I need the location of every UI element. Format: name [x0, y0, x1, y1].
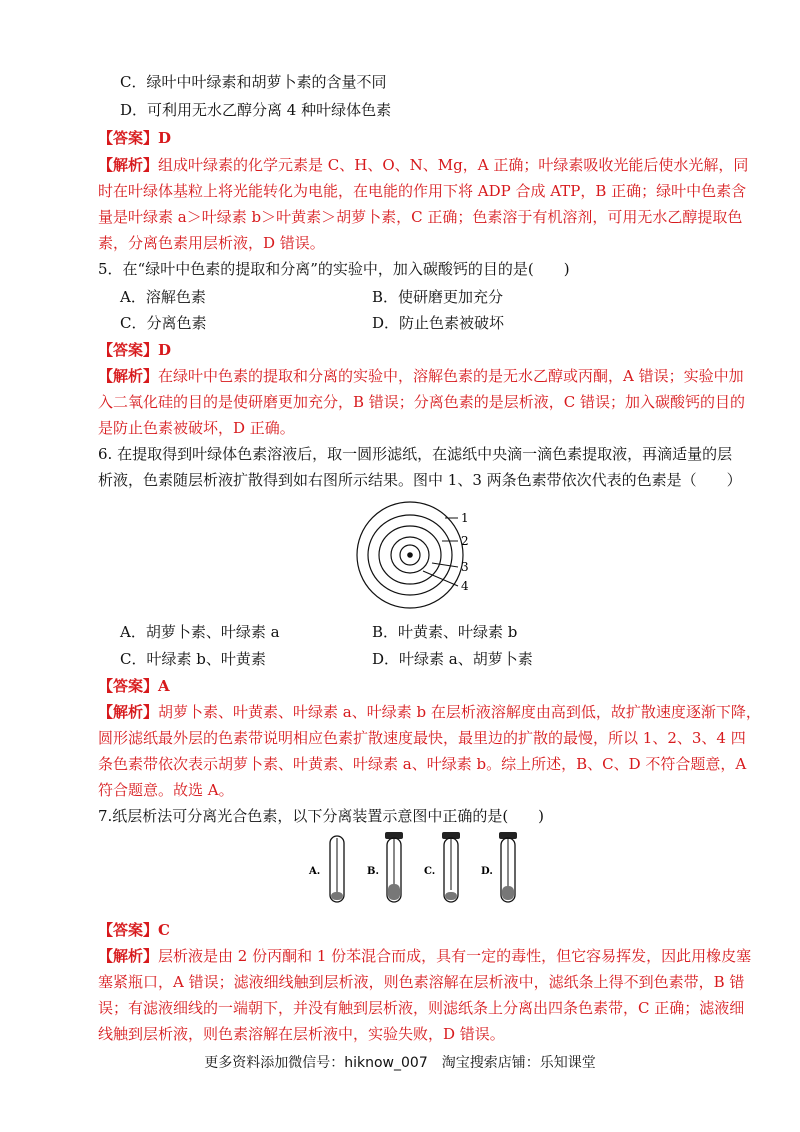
- q7-answer: [98, 920, 170, 940]
- q5-analysis-line: 是防止色素被破坏，D 正确。: [98, 419, 295, 437]
- q5-stem: 5．在“绿叶中色素的提取和分离”的实验中，加入碳酸钙的目的是( ): [98, 260, 570, 278]
- band-label-3: 3: [461, 560, 469, 574]
- q6-option-d: D．叶绿素 a、胡萝卜素: [372, 650, 533, 668]
- q5-option-c: C．分离色素: [120, 314, 207, 332]
- tube-d-liquid: [502, 886, 514, 900]
- page-footer: 更多资料添加微信号：hiknow_007 淘宝搜索店铺：乐知课堂: [204, 1055, 596, 1071]
- q7-analysis-line: 线触到层析液，则色素溶解在层析液中，实验失败，D 错误。: [98, 1025, 505, 1043]
- q6-analysis-line: 条色素带依次表示胡萝卜素、叶黄素、叶绿素 a、叶绿素 b。综上所述，B、C、D 不符合题意，A: [98, 755, 747, 773]
- q4-analysis-line: 素，分离色素用层析液，D 错误。: [98, 234, 325, 252]
- tube-c-liquid: [445, 892, 457, 900]
- q5-option-b: B．使研磨更加充分: [372, 288, 504, 306]
- q4-analysis-line: 量是叶绿素 a＞叶绿素 b＞叶黄素＞胡萝卜素，C 正确；色素溶于有机溶剂，可用无水乙醇提取色: [98, 208, 743, 226]
- q6-analysis-line: [98, 702, 761, 722]
- answer-tag: 【答案】: [98, 341, 159, 359]
- tube-label-d: D.: [481, 866, 493, 877]
- analysis-text: 组成叶绿素的化学元素是 C、H、O、N、Mg，A 正确；叶绿素吸收光能后使水光解，同: [158, 156, 749, 174]
- q5-option-d: D．防止色素被破坏: [372, 314, 505, 332]
- tube-a-liquid: [331, 892, 343, 900]
- tube-c: [424, 832, 460, 902]
- q5-answer: [98, 340, 171, 360]
- q7-analysis-line: 塞紧瓶口，A 错误；滤液细线触到层析液，则色素溶解在层析液中，滤纸条上得不到色素带，B 错: [98, 973, 745, 991]
- q6-stem-line: 析液，色素随层析液扩散得到如右图所示结果。图中 1、3 两条色素带依次代表的色素是（ ）: [98, 471, 742, 489]
- answer-tag: 【答案】: [98, 129, 159, 147]
- q6-answer: [98, 676, 170, 696]
- analysis-tag: 【解析】: [98, 156, 159, 174]
- q4-analysis-line: 时在叶绿体基粒上将光能转化为电能，在电能的作用下将 ADP 合成 ATP，B 正确；绿叶中色素含: [98, 182, 747, 200]
- q5-option-a: A．溶解色素: [120, 288, 206, 306]
- q6-analysis-line: 圆形滤纸最外层的色素带说明相应色素扩散速度最快，最里边的扩散的最慢，所以 1、2、3、4 四: [98, 729, 746, 747]
- answer-value: D: [158, 129, 172, 147]
- analysis-text: 在绿叶中色素的提取和分离的实验中，溶解色素的是无水乙醇或丙酮，A 错误；实验中加: [158, 367, 744, 385]
- tube-d: [481, 832, 517, 902]
- q5-analysis-line: [98, 366, 744, 386]
- q4-analysis-line: [98, 155, 748, 175]
- analysis-tag: 【解析】: [98, 367, 159, 385]
- q4-option-c: C．绿叶中叶绿素和胡萝卜素的含量不同: [120, 73, 387, 91]
- tube-diagram: [305, 830, 525, 910]
- q6-stem-line: 6. 在提取得到叶绿体色素溶液后，取一圆形滤纸，在滤纸中央滴一滴色素提取液，再滴适量的层: [98, 445, 733, 463]
- band-label-4: 4: [461, 579, 469, 593]
- q6-option-a: A．胡萝卜素、叶绿素 a: [120, 623, 280, 641]
- q4-option-d: D．可利用无水乙醇分离 4 种叶绿体色素: [120, 101, 392, 119]
- q7-analysis-line: 误；有滤液细线的一端朝下，并没有触到层析液，则滤纸条上分离出四条色素带，C 正确；滤液细: [98, 999, 745, 1017]
- answer-tag: 【答案】: [98, 921, 159, 939]
- q6-option-c: C．叶绿素 b、叶黄素: [120, 650, 266, 668]
- answer-value: D: [158, 341, 172, 359]
- q6-option-b: B．叶黄素、叶绿素 b: [372, 623, 518, 641]
- tube-a: [308, 836, 344, 902]
- band-label-2: 2: [461, 534, 469, 548]
- center-dot: [407, 552, 413, 558]
- answer-value: A: [158, 677, 170, 695]
- tube-label-c: C.: [424, 866, 436, 877]
- band-label-1: 1: [461, 511, 469, 525]
- analysis-text: 层析液是由 2 份丙酮和 1 份苯混合而成，具有一定的毒性，但它容易挥发，因此用橡皮塞: [158, 947, 752, 965]
- analysis-tag: 【解析】: [98, 703, 159, 721]
- tube-label-b: B.: [367, 866, 379, 877]
- tube-b-liquid: [388, 884, 400, 900]
- tube-b: [367, 832, 403, 902]
- answer-tag: 【答案】: [98, 677, 159, 695]
- analysis-tag: 【解析】: [98, 947, 159, 965]
- analysis-text: 胡萝卜素、叶黄素、叶绿素 a、叶绿素 b 在层析液溶解度由高到低，故扩散速度逐渐下降，: [158, 703, 761, 721]
- q7-analysis-line: [98, 946, 751, 966]
- pointer-3: [432, 563, 458, 567]
- filter-paper-diagram: [355, 495, 495, 615]
- tube-label-a: A.: [309, 866, 321, 877]
- q5-analysis-line: 入二氧化硅的目的是使研磨更加充分，B 错误；分离色素的是层析液，C 错误；加入碳酸钙的目的: [98, 393, 746, 411]
- answer-value: C: [158, 921, 170, 939]
- q4-answer: [98, 128, 171, 148]
- q6-analysis-line: 符合题意。故选 A。: [98, 781, 234, 799]
- q7-stem: 7.纸层析法可分离光合色素，以下分离装置示意图中正确的是( ): [98, 807, 545, 825]
